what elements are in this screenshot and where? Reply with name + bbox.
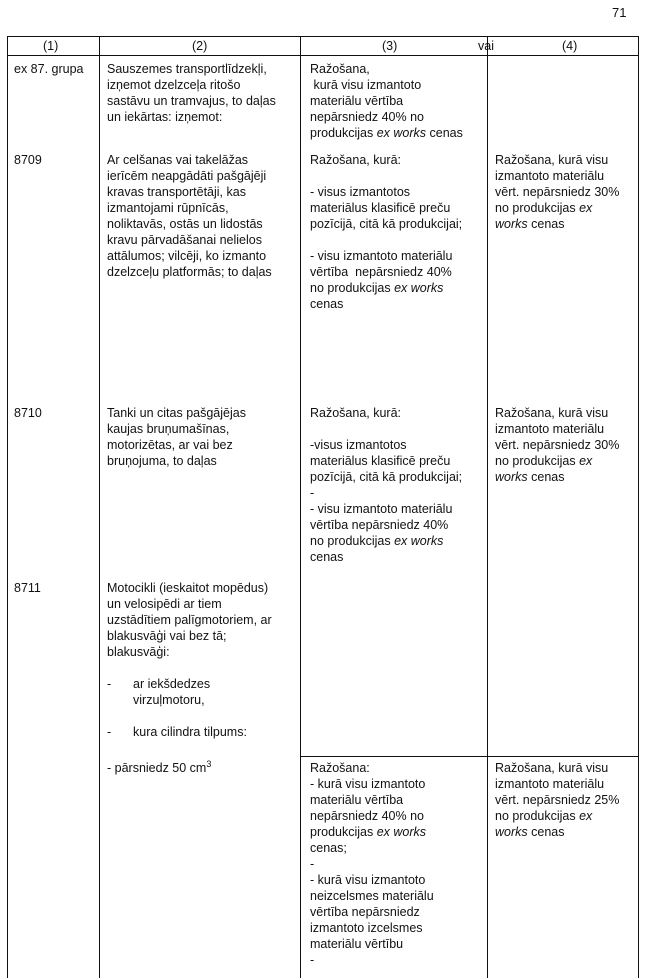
row-code-8711: 8711: [14, 581, 41, 595]
row-divider-50cm3: [300, 756, 638, 757]
page-number: 71: [612, 5, 627, 20]
header-col1: (1): [43, 39, 59, 53]
header-col4: (4): [562, 39, 578, 53]
row-rule4-8710: Ražošana, kurā visu izmantoto materiālu vērt. nepārsniedz 30% no produkcijas ex works cenas: [495, 406, 620, 484]
row-code-8710: 8710: [14, 406, 42, 420]
row-desc-8711: Motocikli (ieskaitot mopēdus) un velosipēdi ar tiem uzstādītiem palīgmotoriem, ar blakusvāģi vai bez tā; blakusvāģi:: [107, 581, 272, 659]
table-border-right: [638, 36, 639, 978]
sub-item-cylinder-capacity: - kura cilindra tilpums:: [107, 725, 247, 739]
row-rule3-8710: Ražošana, kurā: -visus izmantotos materiālus klasificē preču pozīcijā, citā kā produkcijai; - - visu izmantoto materiālu vērtība nepārsniedz 40% no produkcijas ex works cenas: [310, 406, 463, 564]
row-code-8709: 8709: [14, 153, 42, 167]
header-col3: (3): [382, 39, 398, 53]
row-rule3-50cm3: Ražošana: - kurā visu izmantoto materiālu vērtība nepārsniedz 40% no produkcijas ex works cenas; - - kurā visu izmantoto neizcelsmes materiālu vērtība nepārsniedz izmantoto izcelsmes materiālu vērtību -: [310, 761, 434, 967]
table-border-left: [7, 36, 8, 978]
row-rule3-ex87: Ražošana, kurā visu izmantoto materiālu vērtība nepārsniedz 40% no produkcijas ex works cenas: [310, 62, 463, 140]
row-code-ex87: ex 87. grupa: [14, 62, 84, 76]
column-divider-3: [487, 36, 488, 978]
row-rule4-8709: Ražošana, kurā visu izmantoto materiālu vērt. nepārsniedz 30% no produkcijas ex works cenas: [495, 153, 620, 231]
row-rule4-50cm3: Ražošana, kurā visu izmantoto materiālu vērt. nepārsniedz 25% no produkcijas ex works cenas: [495, 761, 620, 839]
column-divider-2: [300, 36, 301, 978]
row-desc-8709: Ar celšanas vai takelāžas ierīcēm neapgādāti pašgājēji kravas transportētāji, kas izmantojami rūpnīcās, noliktavās, ostās un lidostās kravu pārvadāšanai nelielos attālumos; vilcēji, ko izmanto dzelzceļu platformās; to daļas: [107, 153, 272, 279]
row-desc-ex87: Sauszemes transportlīdzekļi, izņemot dzelzceļa ritošo sastāvu un tramvajus, to daļas un iekārtas: izņemot:: [107, 62, 276, 124]
table-border-top: [7, 36, 638, 37]
row-desc-8710: Tanki un citas pašgājējas kaujas bruņumašīnas, motorizētas, ar vai bez bruņojuma, to daļas: [107, 406, 246, 468]
sub-item-over-50cm3: - pārsniedz 50 $cm^3$: [107, 758, 212, 775]
table-header-divider: [7, 55, 638, 56]
sub-item-internal-combustion: - ar iekšdedzes virzuļmotoru,: [107, 677, 211, 707]
header-col2: (2): [192, 39, 208, 53]
column-divider-1: [99, 36, 100, 978]
row-rule3-8709: Ražošana, kurā: - visus izmantotos materiālus klasificē preču pozīcijā, citā kā produkcijai; - visu izmantoto materiālu vērtība nepārsniedz 40% no produkcijas ex works cenas: [310, 153, 463, 311]
header-vai: vai: [478, 39, 494, 53]
